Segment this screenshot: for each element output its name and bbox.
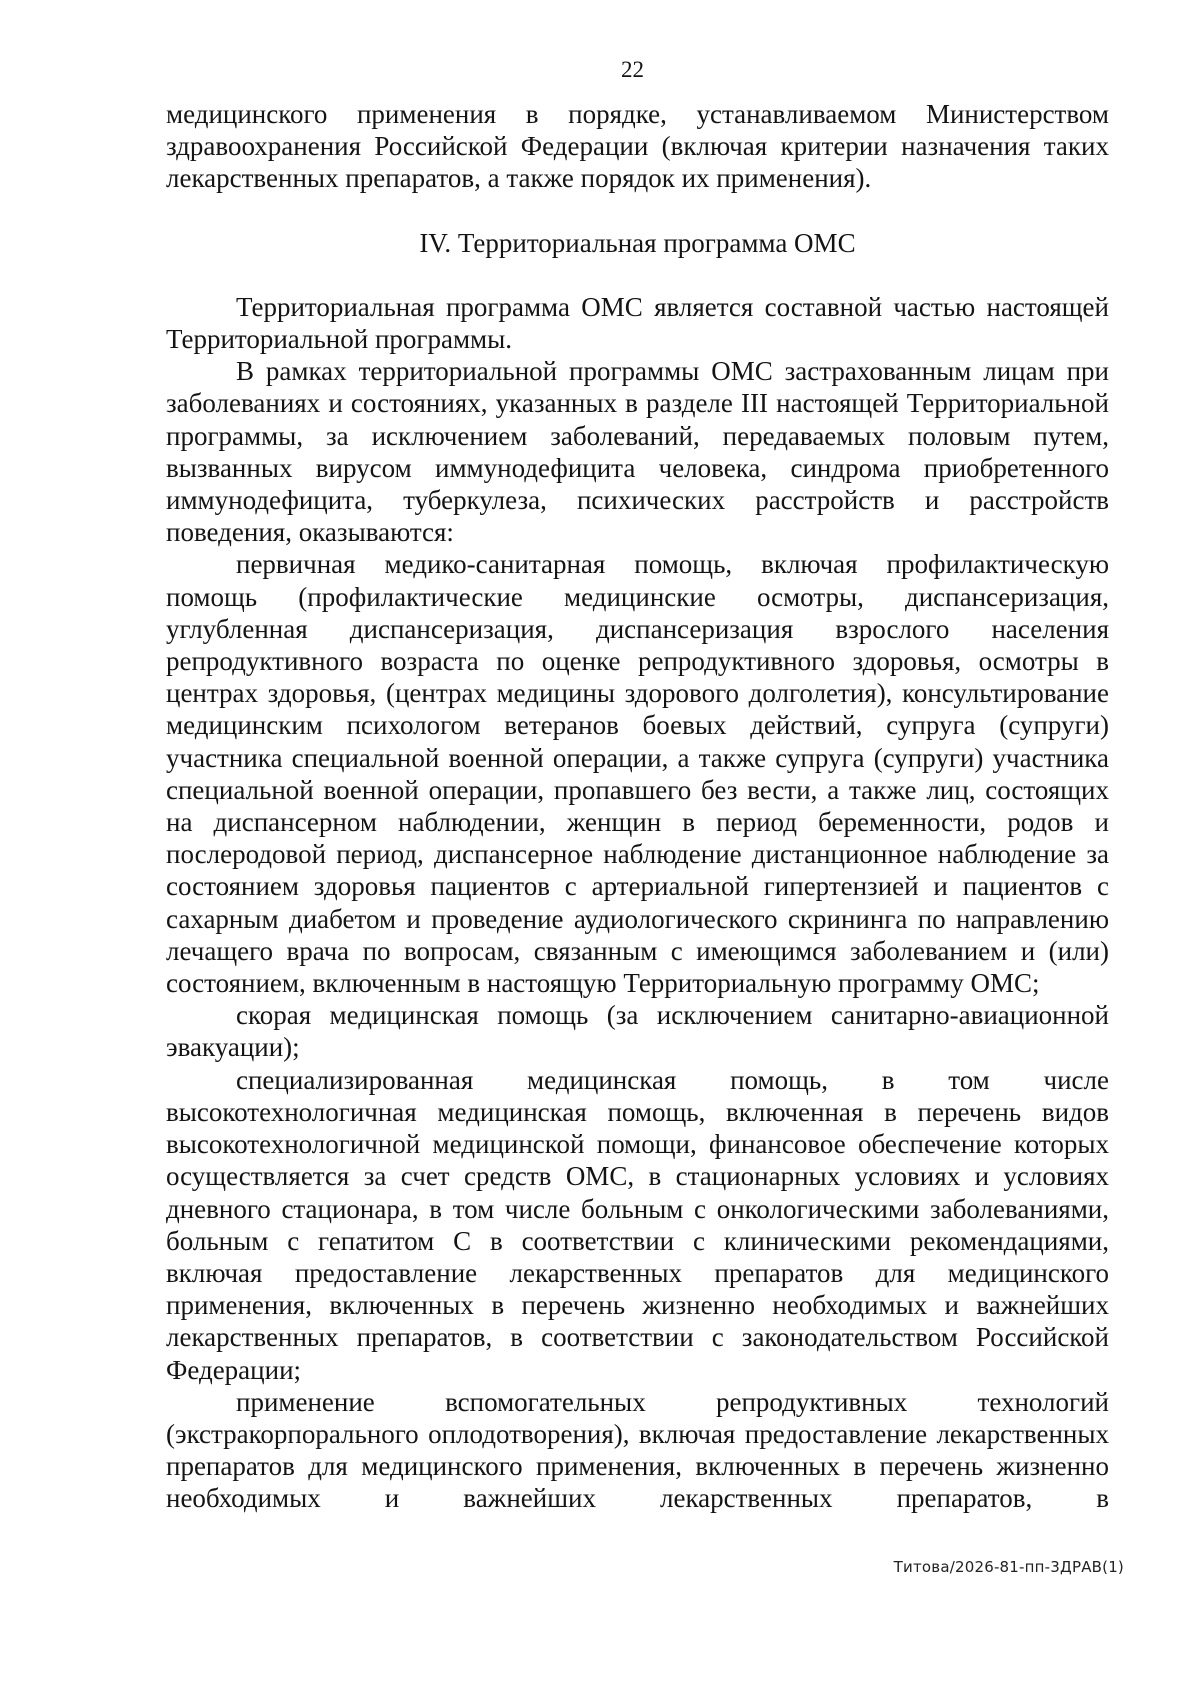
- paragraph-6: применение вспомогательных репродуктивных технологий (экстракорпорального оплодотворения), включая предоставление лекарственных препаратов для медицинского применения, включенных в перечень жизненно необходимых и важнейших лекарственных препаратов, в: [166, 1386, 1109, 1514]
- paragraph-1: Территориальная программа ОМС является составной частью настоящей Территориальной программы.: [166, 291, 1109, 355]
- paragraph-3: первичная медико-санитарная помощь, включая профилактическую помощь (профилактические медицинские осмотры, диспансеризация, углубленная диспансеризация, диспансеризация взрослого населения репродуктивного возраста по оценке репродуктивного здоровья, осмотры в центрах здоровья, (центрах медицины здорового долголетия), консультирование медицинским психологом ветеранов боевых действий, супруга (супруги) участника специальной военной операции, а также супруга (супруги) участника специальной военной операции, пропавшего без вести, а также лиц, состоящих на диспансерном наблюдении, женщин в период беременности, родов и послеродовой период, диспансерное наблюдение дистанционное наблюдение за состоянием здоровья пациентов с артериальной гипертензией и пациентов с сахарным диабетом и проведение аудиологического скрининга по направлению лечащего врача по вопросам, связанным с имеющимся заболеванием и (или) состоянием, включенным в настоящую Территориальную программу ОМС;: [166, 549, 1109, 999]
- section-heading: IV. Территориальная программа ОМС: [419, 227, 856, 258]
- document-body: [166, 98, 1109, 1515]
- page-number: 22: [621, 57, 644, 82]
- document-code: Титова/2026-81-пп-3ДРАВ(1): [893, 1558, 1124, 1576]
- paragraph-4: скорая медицинская помощь (за исключением санитарно-авиационной эвакуации);: [166, 1000, 1109, 1063]
- paragraph-5: специализированная медицинская помощь, в том числе высокотехнологичная медицинская помощь, включенная в перечень видов высокотехнологичной медицинской помощи, финансовое обеспечение которых осуществляется за счет средств ОМС, в стационарных условиях и условиях дневного стационара, в том числе больным с онкологическими заболеваниями, больным с гепатитом С в соответствии с клиническими рекомендациями, включая предоставление лекарственных препаратов для медицинского применения, включенных в перечень жизненно необходимых и важнейших лекарственных препаратов, в соответствии с законодательством Российской Федерации;: [166, 1064, 1109, 1385]
- intro-paragraph: медицинского применения в порядке, устанавливаемом Министерством здравоохранения Российской Федерации (включая критерии назначения таких лекарственных препаратов, а также порядок их применения).: [166, 99, 1109, 194]
- paragraph-2: В рамках территориальной программы ОМС застрахованным лицам при заболеваниях и состояниях, указанных в разделе III настоящей Территориальной программы, за исключением заболеваний, передаваемых половым путем, вызванных вирусом иммунодефицита человека, синдрома приобретенного иммунодефицита, туберкулеза, психических расстройств и расстройств поведения, оказываются:: [166, 356, 1109, 548]
